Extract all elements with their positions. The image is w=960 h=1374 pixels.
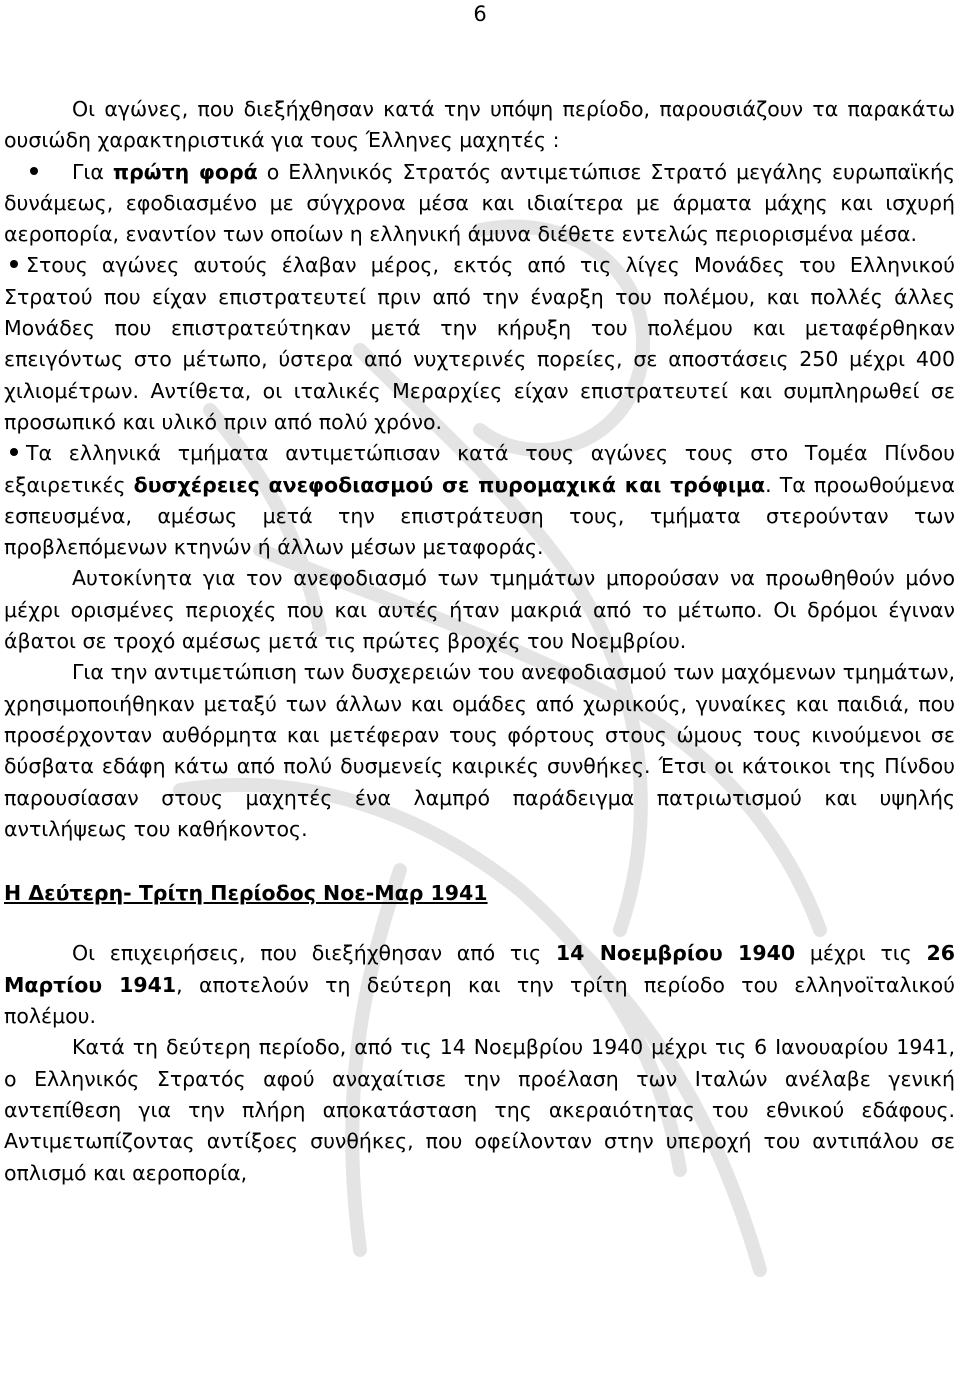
- bullet-item-first-time: [4, 157, 955, 251]
- second-period-paragraph: Κατά τη δεύτερη περίοδο, από τις 14 Νοεμβρίου 1940 μέχρι τις 6 Ιανουαρίου 1941, ο Ελληνικός Στρατός αφού αναχαίτισε την προέλαση των Ιταλών ανέλαβε γενική αντεπίθεση για την πλήρη αποκατάσταση της ακεραιότητας του εθνικού εδάφους. Αντιμετωπίζοντας αντίξοες συνθήκες, που οφείλονταν στην υπεροχή του αντιπάλου σε οπλισμό και αεροπορία,: [4, 1035, 955, 1185]
- operations-date-end: 26 Μαρτίου 1941: [4, 941, 956, 997]
- document-body: [4, 94, 955, 1189]
- operations-text-pre: Οι επιχειρήσεις, που διεξήχθησαν από τις: [72, 941, 556, 966]
- bullet-icon: [10, 260, 18, 268]
- operations-text-post: , αποτελούν τη δεύτερη και την τρίτη περίοδο του ελληνοϊταλικού πολέμου.: [4, 972, 955, 1029]
- bullet-text-bold: δυσχέρειες ανεφοδιασμού σε πυρομαχικά και τρόφιμα: [133, 472, 766, 497]
- bullet-text-post: ο Ελληνικός Στρατός αντιμετώπισε Στρατό μεγάλης ευρωπαϊκής δυνάμεως, εφοδιασμένο με σύγχρονα μέσα και ιδιαίτερα με άρματα μάχης και ισχυρή αεροπορία, εναντίον των οποίων η ελληνική άμυνα διέθετε εντελώς περιορισμένα μέσα.: [4, 159, 956, 247]
- bullet-text-pre: Τα ελληνικά τμήματα αντιμετώπισαν κατά τους αγώνες τους στο Τομέα Πίνδου εξαιρετικές: [4, 441, 955, 497]
- page-number: 6: [473, 2, 487, 26]
- operations-paragraph: [4, 938, 955, 1032]
- bullet-icon: [30, 167, 38, 175]
- bullet-item-supply: [4, 438, 955, 563]
- bullet-text-bold: πρώτη φορά: [112, 159, 258, 184]
- bullet-text: Στους αγώνες αυτούς έλαβαν μέρος, εκτός από τις λίγες Μονάδες του Ελληνικού Στρατού που είχαν επιστρατευτεί πριν από την έναρξη του πολέμου, και πολλές άλλες Μονάδες που επιστρατεύτηκαν μετά την κήρυξη του πολέμου και μεταφέρθηκαν επειγόντως στο μέτωπο, ύστερα από νυχτερινές πορείες, σε αποστάσεις 250 μέχρι 400 χιλιομέτρων. Αντίθετα, οι ιταλικές Μεραρχίες είχαν επιστρατευτεί και συμπληρωθεί σε προσωπικό και υλικό πριν από πολύ χρόνο.: [4, 253, 955, 434]
- operations-text-mid: μέχρι τις: [795, 941, 927, 966]
- bullet-text-post: . Τα προωθούμενα εσπευσμένα, αμέσως μετά την επιστράτευση τους, τμήματα στερούνταν των προβλεπόμενων κτηνών ή άλλων μέσων μεταφοράς.: [4, 472, 956, 560]
- section-heading: Η Δεύτερη- Τρίτη Περίοδος Νοε-Μαρ 1941: [4, 881, 488, 906]
- bullet-text-pre: Για: [72, 159, 113, 184]
- bullet-item-units: [4, 250, 955, 438]
- bullet-icon: [10, 448, 18, 456]
- operations-date-start: 14 Νοεμβρίου 1940: [555, 941, 796, 966]
- intro-paragraph: Οι αγώνες, που διεξήχθησαν κατά την υπόψη περίοδο, παρουσιάζουν τα παρακάτω ουσιώδη χαρακτηριστικά για τους Έλληνες μαχητές :: [4, 97, 955, 153]
- civilians-paragraph: Για την αντιμετώπιση των δυσχερειών του ανεφοδιασμού των μαχόμενων τμημάτων, χρησιμοποιήθηκαν μεταξύ των άλλων και ομάδες από χωρικούς, γυναίκες και παιδιά, που προσέρχονταν αυθόρμητα και μετέφεραν τους φόρτους στους ώμους τους κινούμενοι σε δύσβατα εδάφη κάτω από πολύ δυσμενείς καιρικές συνθήκες. Έτσι οι κάτοικοι της Πίνδου παρουσίασαν στους μαχητές ένα λαμπρό παράδειγμα πατριωτισμού και υψηλής αντιλήψεως του καθήκοντος.: [4, 660, 955, 841]
- vehicles-paragraph: Αυτοκίνητα για τον ανεφοδιασμό των τμημάτων μπορούσαν να προωθηθούν μόνο μέχρι ορισμένες περιοχές που και αυτές ήταν μακριά από το μέτωπο. Οι δρόμοι έγιναν άβατοι σε τροχό αμέσως μετά τις πρώτες βροχές του Νοεμβρίου.: [4, 566, 955, 654]
